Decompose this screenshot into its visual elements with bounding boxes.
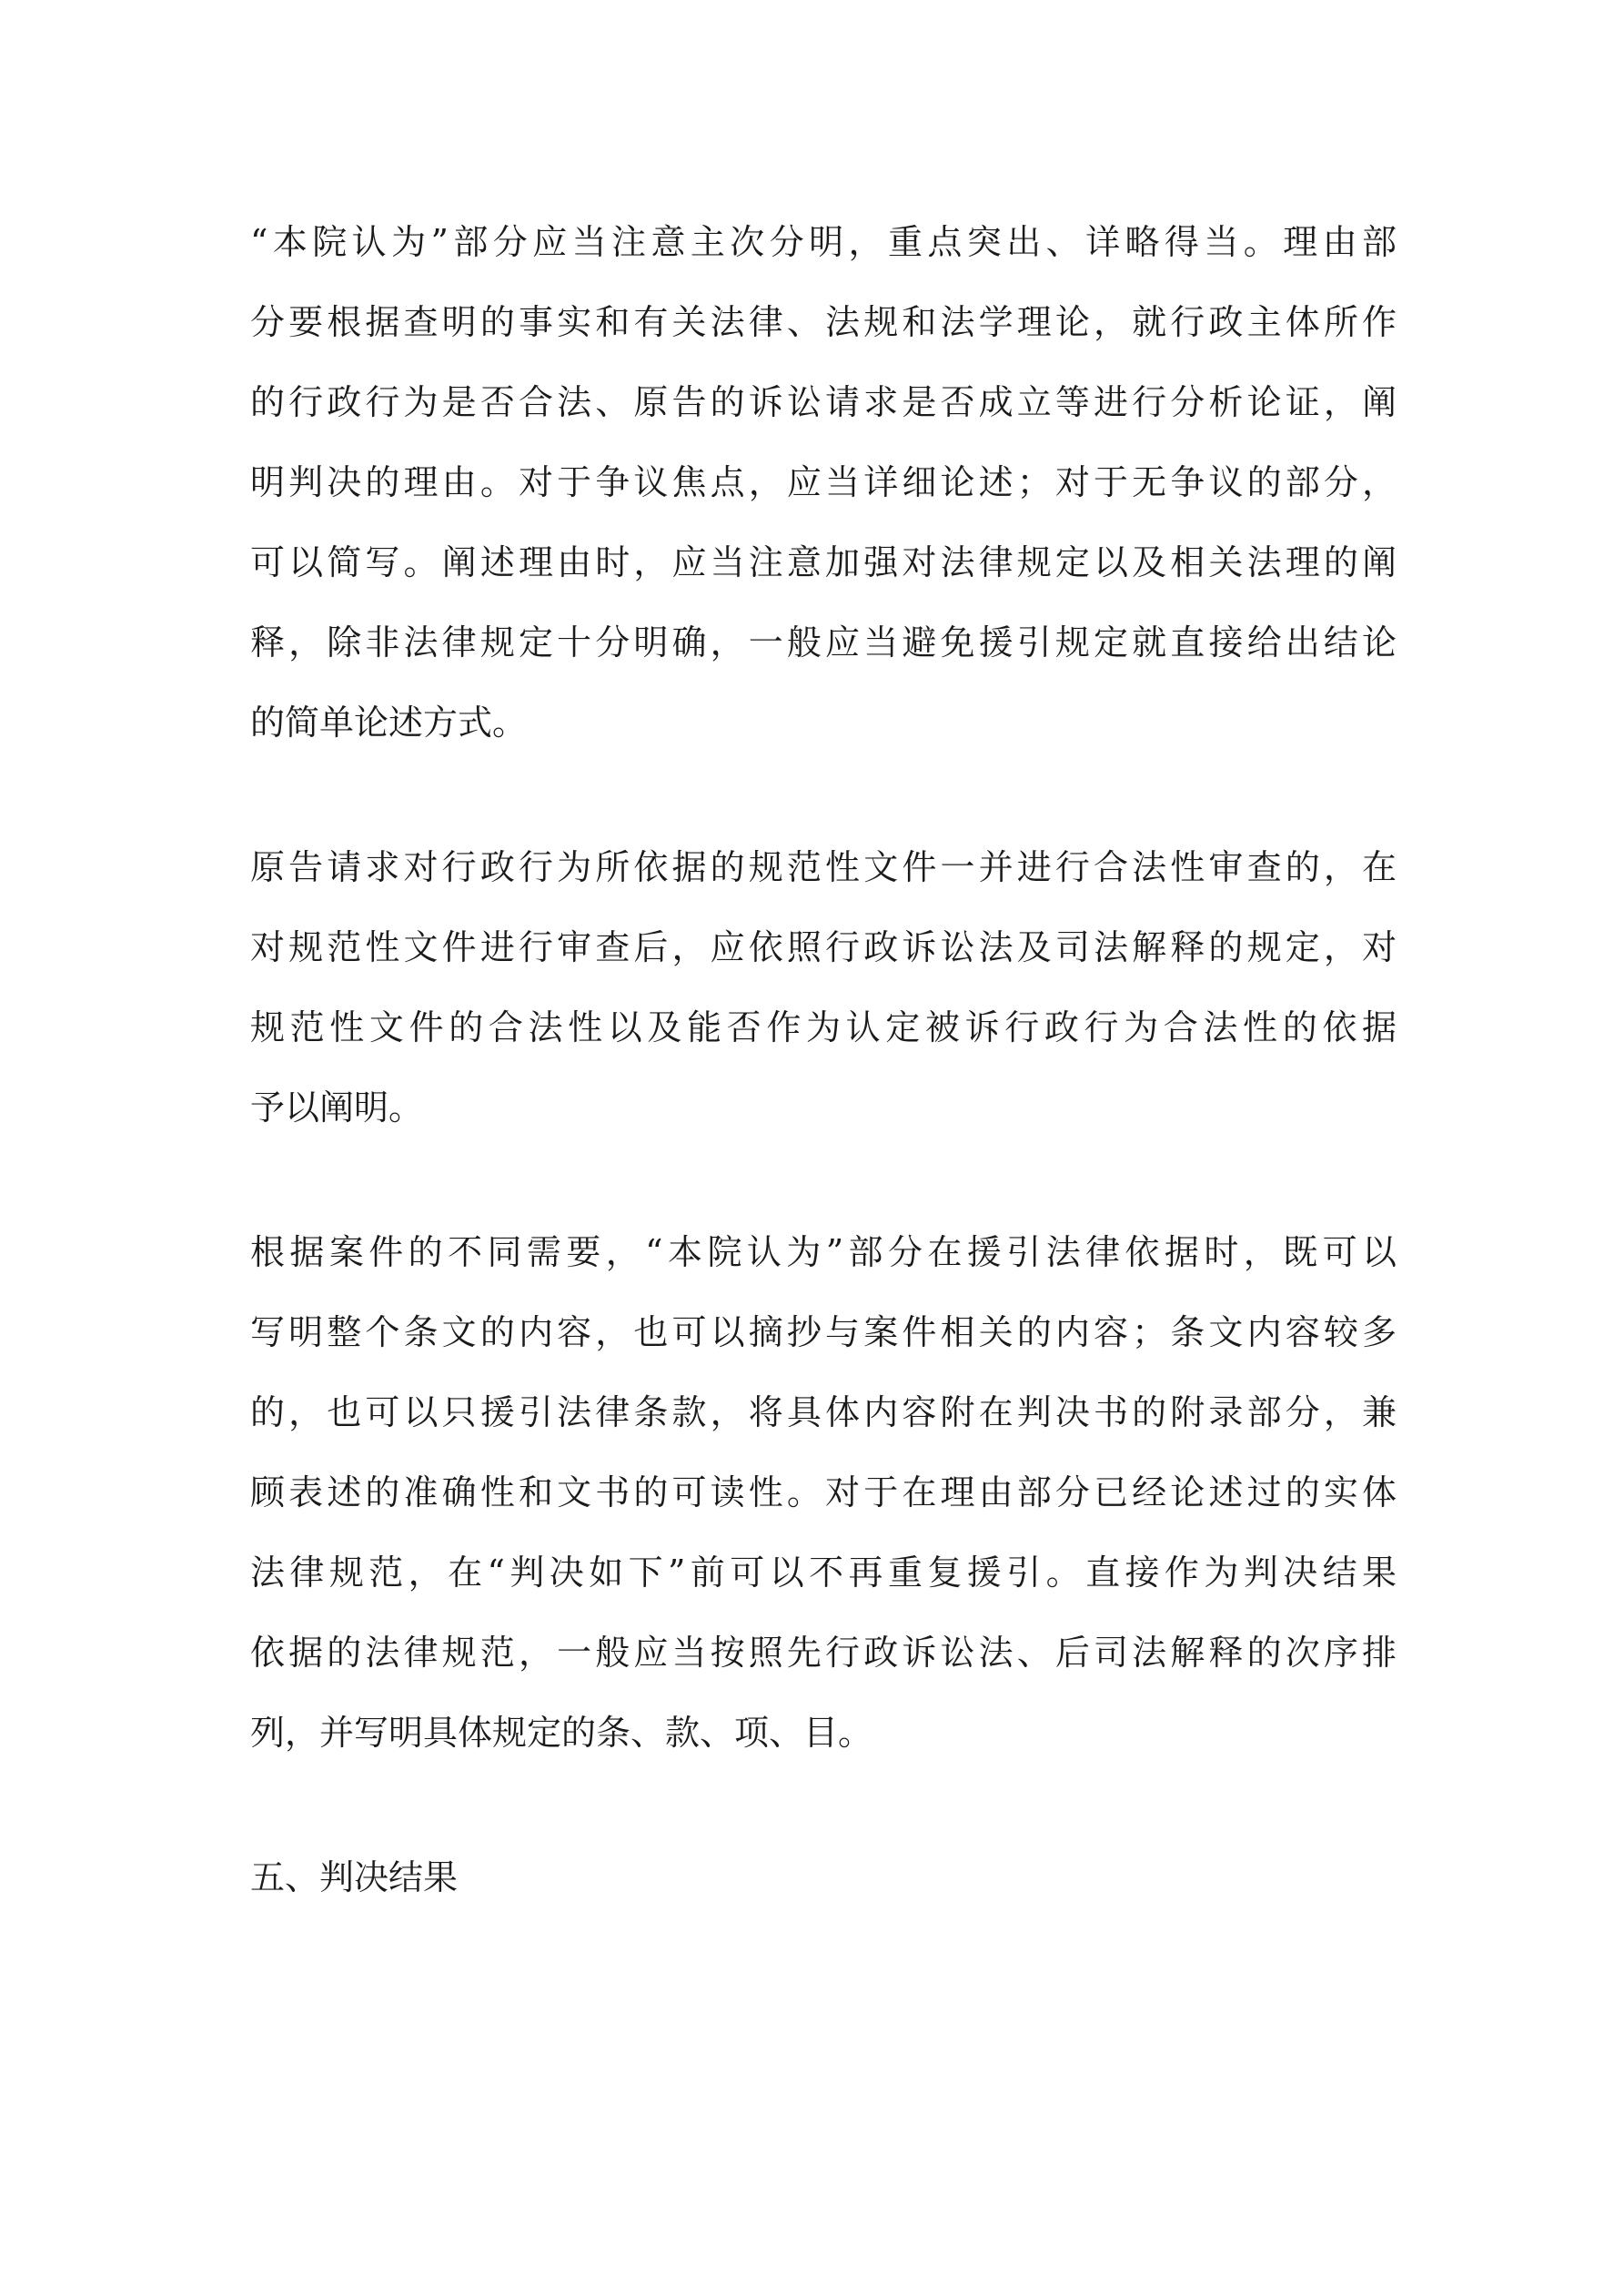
text-line: 原告请求对行政行为所依据的规范性文件一并进行合法性审查的，在 xyxy=(250,847,1397,887)
text-line: 的行政行为是否合法、原告的诉讼请求是否成立等进行分析论证，阐 xyxy=(250,382,1397,422)
text-line: 根据案件的不同需要，“本院认为”部分在援引法律依据时，既可以 xyxy=(250,1232,1397,1272)
section-heading xyxy=(250,1837,1397,1917)
text-line: 可以简写。阐述理由时，应当注意加强对法律规定以及相关法理的阐 xyxy=(250,542,1397,582)
text-line: 规范性文件的合法性以及能否作为认定被诉行政行为合法性的依据 xyxy=(250,1007,1397,1047)
text-line: 顾表述的准确性和文书的可读性。对于在理由部分已经论述过的实体 xyxy=(250,1472,1397,1512)
text-line: 的简单论述方式。 xyxy=(250,703,528,743)
text-line: “本院认为”部分应当注意主次分明，重点突出、详略得当。理由部 xyxy=(250,222,1397,262)
text-line: 予以阐明。 xyxy=(250,1087,424,1128)
paragraph-normative-documents xyxy=(250,827,1397,1148)
text-line: 写明整个条文的内容，也可以摘抄与案件相关的内容；条文内容较多 xyxy=(250,1312,1397,1352)
text-line: 释，除非法律规定十分明确，一般应当避免援引规定就直接给出结论 xyxy=(250,622,1397,663)
text-line: 明判决的理由。对于争议焦点，应当详细论述；对于无争议的部分， xyxy=(250,462,1397,502)
section-heading-text: 五、判决结果 xyxy=(250,1857,459,1897)
text-line: 分要根据查明的事实和有关法律、法规和法学理论，就行政主体所作 xyxy=(250,302,1397,342)
document-body xyxy=(250,202,1397,1917)
text-line: 的，也可以只援引法律条款，将具体内容附在判决书的附录部分，兼 xyxy=(250,1392,1397,1432)
text-line: 列，并写明具体规定的条、款、项、目。 xyxy=(250,1713,873,1753)
paragraph-legal-citation xyxy=(250,1212,1397,1773)
text-line: 法律规范，在“判决如下”前可以不再重复援引。直接作为判决结果 xyxy=(250,1553,1397,1593)
text-line: 对规范性文件进行审查后，应依照行政诉讼法及司法解释的规定，对 xyxy=(250,927,1397,967)
text-line: 依据的法律规范，一般应当按照先行政诉讼法、后司法解释的次序排 xyxy=(250,1633,1397,1673)
paragraph-court-opinion xyxy=(250,202,1397,763)
